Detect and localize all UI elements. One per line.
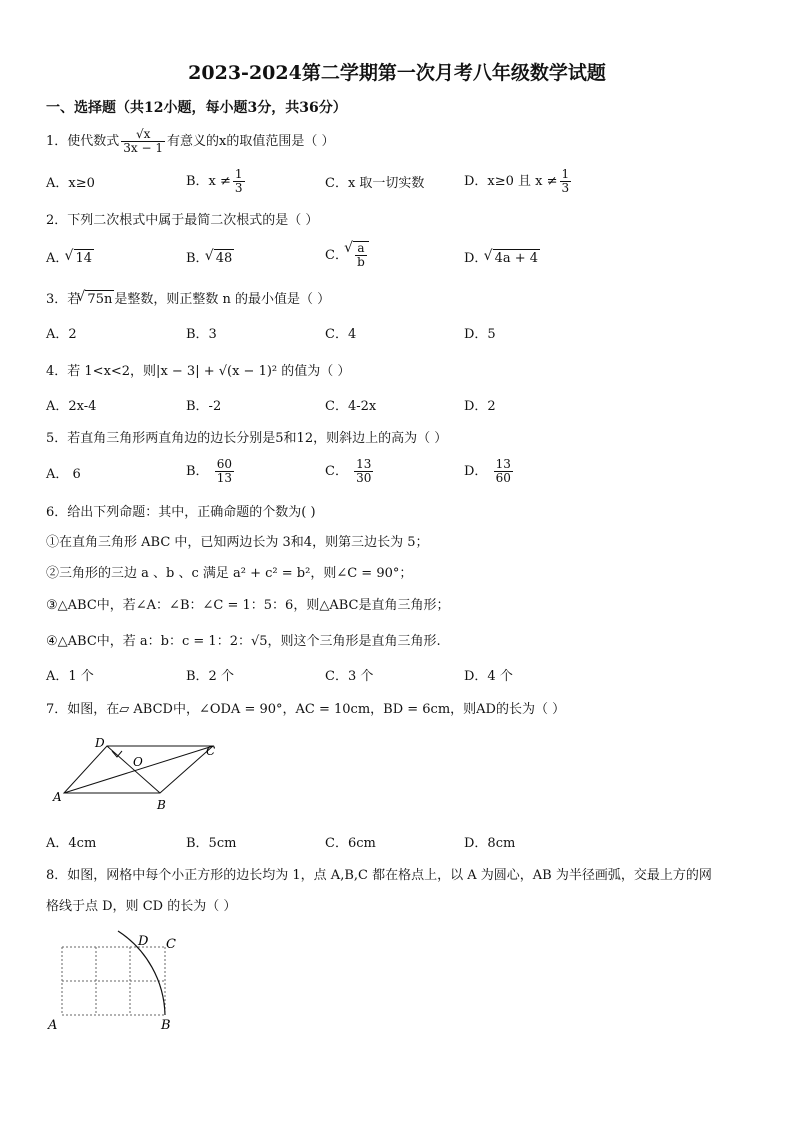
q6-statement-1: ①在直角三角形 ABC 中，已知两边长为 3和4，则第三边长为 5；: [46, 535, 429, 550]
question-1-stem: 1．使代数式 $\frac{√x}{3x - 1}$ 有意义的x的取值范围是（ ）: [46, 127, 335, 155]
q1-fraction: $\frac{√x}{3x - 1}$: [123, 127, 164, 155]
q1-option-c[interactable]: C．x 取一切实数: [325, 176, 425, 191]
q5-option-a[interactable]: A． 6: [46, 467, 81, 482]
q2-option-a[interactable]: A． √ 14: [46, 249, 94, 268]
label-a: A: [53, 790, 62, 804]
grid-arc-figure: [40, 925, 200, 1035]
q7-option-b[interactable]: B．5cm: [186, 836, 237, 851]
q2-option-d[interactable]: D． √ 4a + 4: [464, 249, 540, 268]
q7-option-a[interactable]: A．4cm: [46, 836, 97, 851]
q4-option-d[interactable]: D．2: [464, 399, 496, 414]
q5-option-c[interactable]: C． $\frac{13}{30}$: [325, 457, 372, 485]
q6-statement-4: ④△ABC中，若 a：b：c = 1：2：√5，则这个三角形是直角三角形.: [46, 634, 441, 649]
q6-statement-3: ③△ABC中，若∠A：∠B：∠C = 1：5：6，则△ABC是直角三角形；: [46, 598, 450, 613]
label-c: C: [166, 937, 176, 952]
question-8-stem-line-2: 格线于点 D，则 CD 的长为（ ）: [46, 899, 237, 914]
q4-option-a[interactable]: A．2x-4: [46, 399, 97, 414]
q2-option-b[interactable]: B． √ 48: [186, 249, 234, 268]
page-title: 2023-2024第二学期第一次月考八年级数学试题: [188, 62, 606, 84]
q5-option-d[interactable]: D． $\frac{13}{60}$: [464, 457, 511, 485]
question-5-stem: 5．若直角三角形两直角边的边长分别是5和12，则斜边上的高为（ ）: [46, 431, 448, 446]
question-7-stem: 7．如图，在▱ ABCD中，∠ODA = 90°，AC = 10cm，BD = 6cm，则AD的长为（ ）: [46, 702, 566, 717]
q6-option-d[interactable]: D．4 个: [464, 669, 513, 684]
question-3-stem: 3．若 √ 75n 是整数，则正整数 n 的最小值是（ ）: [46, 290, 330, 309]
q6-option-a[interactable]: A．1 个: [46, 669, 94, 684]
diagonal-bd: [107, 746, 160, 793]
q3-option-b[interactable]: B．3: [186, 327, 217, 342]
q3-option-d[interactable]: D．5: [464, 327, 496, 342]
q4-option-c[interactable]: C．4-2x: [325, 399, 377, 414]
question-2-stem: 2．下列二次根式中属于最简二次根式的是（ ）: [46, 213, 319, 228]
q2-option-c[interactable]: C． √ $\frac{a}{b}$: [325, 241, 369, 269]
q1-option-d[interactable]: D．x≥0 且 x ≠ $\frac{1}{3}$: [464, 167, 570, 195]
label-b: B: [157, 798, 166, 812]
label-b: B: [161, 1018, 171, 1033]
q5-option-b[interactable]: B． $\frac{60}{13}$: [186, 457, 232, 485]
label-o: O: [133, 755, 143, 769]
q4-option-b[interactable]: B．-2: [186, 399, 222, 414]
parallelogram-figure: [50, 733, 230, 813]
q6-option-b[interactable]: B．2 个: [186, 669, 234, 684]
question-8-stem-line-1: 8．如图，网格中每个小正方形的边长均为 1，点 A,B,C 都在格点上，以 A 为圆心，AB 为半径画弧，交最上方的网: [46, 868, 712, 883]
diagonal-ac: [64, 744, 216, 793]
q3-option-a[interactable]: A．2: [46, 327, 77, 342]
label-c: C: [206, 744, 216, 758]
q1-option-b[interactable]: B．x ≠ $\frac{1}{3}$: [186, 167, 243, 195]
label-d: D: [138, 934, 149, 949]
question-6-stem: 6．给出下列命题：其中，正确命题的个数为( ): [46, 505, 316, 520]
label-a: A: [48, 1018, 58, 1033]
q6-statement-2: ②三角形的三边 a 、b 、c 满足 a² + c² = b²，则∠C = 90°；: [46, 566, 413, 581]
q3-option-c[interactable]: C．4: [325, 327, 357, 342]
dotted-grid: [62, 947, 165, 1015]
q7-option-d[interactable]: D．8cm: [464, 836, 516, 851]
q1-option-a[interactable]: A．x≥0: [46, 176, 95, 191]
q6-option-c[interactable]: C．3 个: [325, 669, 374, 684]
q7-option-c[interactable]: C．6cm: [325, 836, 376, 851]
label-d: D: [95, 736, 105, 750]
section-heading: 一、选择题（共12小题，每小题3分，共36分）: [46, 100, 347, 116]
question-4-stem: 4．若 1<x<2，则|x − 3| + √(x − 1)² 的值为（ ）: [46, 364, 351, 379]
